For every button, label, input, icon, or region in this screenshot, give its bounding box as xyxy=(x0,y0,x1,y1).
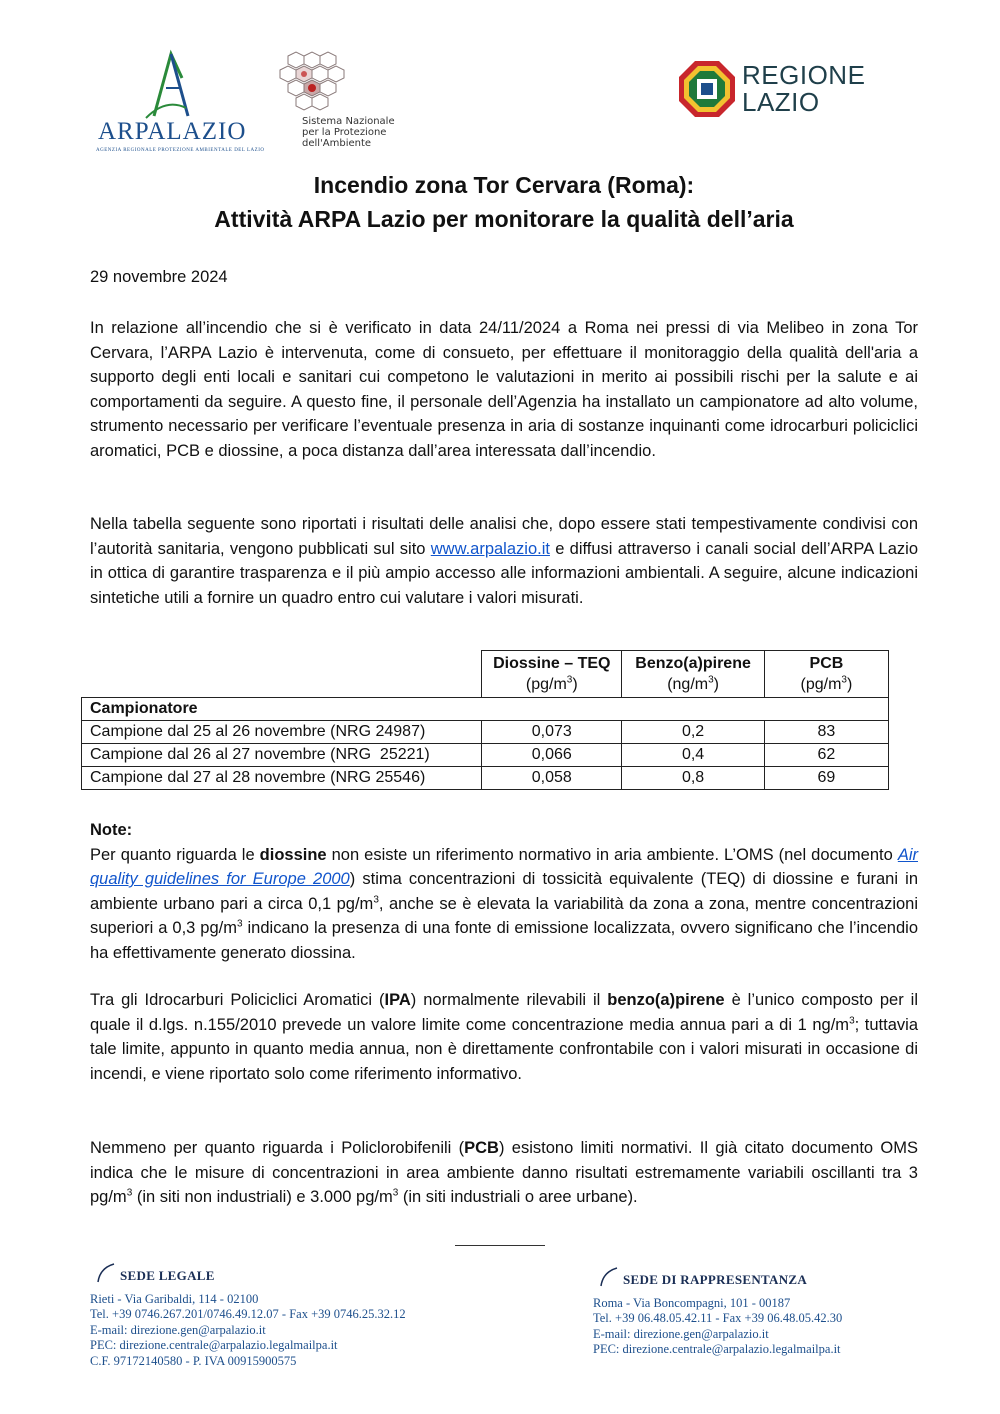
paragraph-results: Nella tabella seguente sono riportati i risultati delle analisi che, dopo essere stati tempestivamente condivisi con l’autorità sanitaria, vengono pubblicati sul sito www.arpalazio.it e diffusi attraverso i canali social dell’ARPA Lazio in ottica di garantire trasparenza e il più ampio accesso alle informazioni ambientali. A seguire, alcune indicazioni sintetiche utili a fornire un quadro entro cui valutare i valori misurati. xyxy=(90,515,918,607)
value-diossine: 0,073 xyxy=(482,721,622,744)
column-header-diossine: Diossine – TEQ $(pg/m^3)$ xyxy=(482,651,622,698)
footer-left-line: Tel. +39 0746.267.201/0746.49.12.07 - Fax +39 0746.25.32.12 xyxy=(90,1307,406,1321)
document-date: 29 novembre 2024 xyxy=(90,268,228,286)
arpalazio-website-link[interactable]: www.arpalazio.it xyxy=(430,539,550,558)
value-benzoapirene: 0,2 xyxy=(622,721,764,744)
footer-sede-rappresentanza xyxy=(593,1272,842,1358)
footer-left-line: E-mail: direzione.gen@arpalazio.it xyxy=(90,1322,266,1337)
notes-ipa: Tra gli Idrocarburi Policiclici Aromatici (IPA) normalmente rilevabili il benzo(a)pirene è l’unico composto per il quale il d.lgs. n.155/2010 prevede un valore limite come concentrazione media annua pari a di 1 $ng/m^3$; tuttavia tale limite, appunto in quanto media annua, non è direttamente confrontabile con i valori misurati in occasione di incendi, e viene riportato solo come riferimento informativo. xyxy=(90,991,918,1083)
paragraph-intro: In relazione all’incendio che si è verificato in data 24/11/2024 a Roma nei pressi di via Melibeo in zona Tor Cervara, l’ARPA Lazio è intervenuta, come di consueto, per effettuare il monitoraggio della qualità dell'aria a supporto degli enti locali e sanitari cui competono le valutazioni in merito ai possibili rischi per la salute e ai comportamenti da seguire. A questo fine, il personale dell’Agenzia ha installato un campionatore ad alto volume, strumento necessario per verificare l’eventuale presenza in aria di sostanze inquinanti come idrocarburi policiclici aromatici, PCB e diossine, a poca distanza dall’area interessata dall’incendio. xyxy=(90,319,918,460)
column-header-benzoapirene: Benzo(a)pirene $(ng/m^3)$ xyxy=(622,651,764,698)
row-label: Campione dal 26 al 27 novembre (NRG 25221) xyxy=(82,744,482,767)
footer-sede-legale xyxy=(90,1268,406,1369)
notes-pcb: Nemmeno per quanto riguarda i Policlorobifenili (PCB) esistono limiti normativi. Il già citato documento OMS indica che le misure di concentrazioni in area ambiente danno risultati estremamente variabili oscillanti tra 3 $pg/m^3$ (in siti non industriali) e 3.000 $pg/m^3$ (in siti industriali o aree urbane). xyxy=(90,1139,918,1206)
value-benzoapirene: 0,8 xyxy=(622,767,764,790)
value-benzoapirene: 0,4 xyxy=(622,744,764,767)
footer-divider xyxy=(455,1245,545,1246)
footer-right-line: Roma - Via Boncompagni, 101 - 00187 xyxy=(593,1295,791,1310)
table-section-row xyxy=(82,698,889,721)
snpa-logo xyxy=(268,44,443,152)
who-guidelines-link[interactable]: Air quality guidelines for Europe 2000 xyxy=(90,845,918,888)
title-line-2: Attività ARPA Lazio per monitorare la qualità dell’aria xyxy=(214,206,794,232)
swoosh-icon xyxy=(597,1266,619,1288)
section-label-campionatore: Campionatore xyxy=(82,698,889,721)
swoosh-icon xyxy=(94,1262,116,1284)
row-label: Campione dal 27 al 28 novembre (NRG 25546) xyxy=(82,767,482,790)
footer-left-line: C.F. 97172140580 - P. IVA 00915900575 xyxy=(90,1353,297,1368)
footer-left-line: Rieti - Via Garibaldi, 114 - 02100 xyxy=(90,1291,259,1306)
notes-heading: Note: xyxy=(90,821,133,839)
hexagon-network-icon xyxy=(268,44,388,124)
table-row xyxy=(82,767,889,790)
table-row xyxy=(82,721,889,744)
table-row xyxy=(82,744,889,767)
results-table xyxy=(81,650,889,790)
value-diossine: 0,058 xyxy=(482,767,622,790)
footer-right-title: SEDE DI RAPPRESENTANZA xyxy=(623,1272,808,1287)
table-header-row xyxy=(82,651,889,698)
notes-diossine: Note: Per quanto riguarda le diossine non esiste un riferimento normativo in aria ambiente. L’OMS (nel documento Air quality guidelines for Europe 2000) stima concentrazioni di tossicità equivalente (TEQ) di diossine e furani in ambiente urbano pari a circa 0,1 $pg/m^3$, anche se è elevata la variabilità da zona a zona, mentre concentrazioni superiori a 0,3 $pg/m^3$ indicano la presenza di una fonte di emissione localizzata, ovvero significano che l’incendio ha effettivamente generato diossina. xyxy=(90,818,918,965)
footer-right-line: E-mail: direzione.gen@arpalazio.it xyxy=(593,1326,769,1341)
snpa-logo-text: Sistema Nazionale per la Protezione dell'Ambiente xyxy=(302,116,395,149)
regione-lazio-name: REGIONE LAZIO xyxy=(742,60,866,117)
regione-lazio-crest-icon xyxy=(678,60,736,118)
column-header-pcb: PCB $(pg/m^3)$ xyxy=(764,651,888,698)
arpa-a-mark-icon xyxy=(96,48,246,120)
value-pcb: 62 xyxy=(764,744,888,767)
page-title xyxy=(90,168,918,236)
footer-right-line: PEC: direzione.centrale@arpalazio.legalmailpa.it xyxy=(593,1342,841,1356)
arpa-lazio-logo xyxy=(96,48,265,158)
row-label: Campione dal 25 al 26 novembre (NRG 24987) xyxy=(82,721,482,744)
value-pcb: 83 xyxy=(764,721,888,744)
arpa-logo-text: ARPALAZIO xyxy=(98,118,247,145)
title-line-1: Incendio zona Tor Cervara (Roma): xyxy=(313,172,695,198)
footer-left-line: PEC: direzione.centrale@arpalazio.legalmailpa.it xyxy=(90,1338,338,1352)
regione-lazio-logo xyxy=(678,60,888,120)
arpa-logo-subtext: AGENZIA REGIONALE PROTEZIONE AMBIENTALE DEL LAZIO xyxy=(96,148,265,153)
value-diossine: 0,066 xyxy=(482,744,622,767)
footer-left-title: SEDE LEGALE xyxy=(120,1268,215,1283)
footer-right-line: Tel. +39 06.48.05.42.11 - Fax +39 06.48.05.42.30 xyxy=(593,1311,843,1325)
value-pcb: 69 xyxy=(764,767,888,790)
